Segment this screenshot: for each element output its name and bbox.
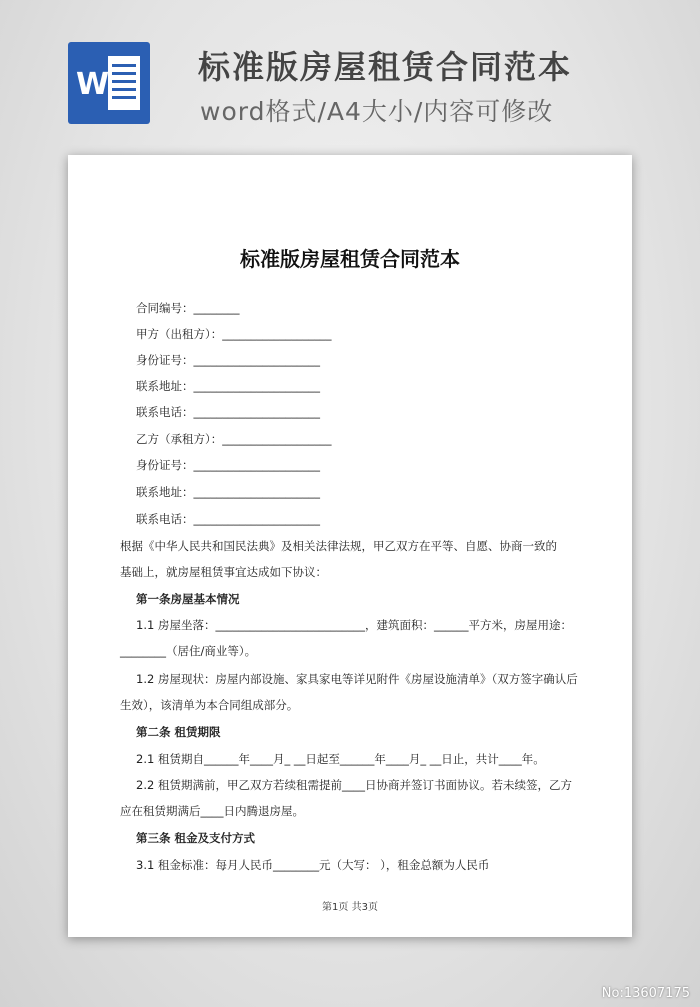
field-contract-no: 合同编号：________ bbox=[136, 301, 240, 315]
banner-title: 标准版房屋租赁合同范本 bbox=[198, 48, 573, 86]
field-party-a: 甲方（出租方）：___________________ bbox=[136, 327, 332, 341]
intro-line-2: 基础上，就房屋租赁事宜达成如下协议： bbox=[120, 565, 327, 579]
section2-line-1: 2.1 租赁期自______年____月_ __日起至______年____月_ __日止，共计____年。 bbox=[136, 752, 545, 766]
field-party-a-phone: 联系电话：______________________ bbox=[136, 405, 320, 419]
section2-line-2: 2.2 租赁期满前，甲乙双方若续租需提前____日协商并签订书面协议。若未续签，乙方 bbox=[136, 778, 572, 792]
section1-line-2: ________（居住/商业等）。 bbox=[120, 644, 257, 658]
word-icon-letter: W bbox=[76, 67, 110, 102]
section2-line-3: 应在租赁期满后____日内腾退房屋。 bbox=[120, 804, 304, 818]
intro-line-1: 根据《中华人民共和国民法典》及相关法律法规，甲乙双方在平等、自愿、协商一致的 bbox=[120, 539, 557, 553]
image-id-label: No:13607175 bbox=[601, 986, 690, 1001]
section1-line-3: 1.2 房屋现状：房屋内部设施、家具家电等详见附件《房屋设施清单》（双方签字确认后 bbox=[136, 672, 578, 686]
section3-heading: 第三条 租金及支付方式 bbox=[136, 831, 256, 845]
page-footer: 第1页 共3页 bbox=[322, 902, 378, 913]
section2-heading: 第二条 租赁期限 bbox=[136, 725, 221, 739]
field-party-b: 乙方（承租方）：___________________ bbox=[136, 432, 332, 446]
field-party-b-id: 身份证号：______________________ bbox=[136, 458, 320, 472]
field-party-a-address: 联系地址：______________________ bbox=[136, 379, 320, 393]
section3-line-1: 3.1 租金标准：每月人民币________元（大写： ），租金总额为人民币 bbox=[136, 858, 490, 872]
section1-line-4: 生效），该清单为本合同组成部分。 bbox=[120, 698, 299, 712]
field-party-a-id: 身份证号：______________________ bbox=[136, 353, 320, 367]
field-party-b-phone: 联系电话：______________________ bbox=[136, 512, 320, 526]
field-party-b-address: 联系地址：______________________ bbox=[136, 485, 320, 499]
document-title: 标准版房屋租赁合同范本 bbox=[240, 247, 460, 271]
section1-heading: 第一条房屋基本情况 bbox=[136, 592, 240, 606]
section1-line-1: 1.1 房屋坐落：__________________________，建筑面积：______平方米，房屋用途： bbox=[136, 618, 572, 632]
banner-subtitle: word格式/A4大小/内容可修改 bbox=[200, 97, 554, 126]
document-page bbox=[68, 155, 632, 937]
word-doc-icon bbox=[68, 42, 150, 124]
